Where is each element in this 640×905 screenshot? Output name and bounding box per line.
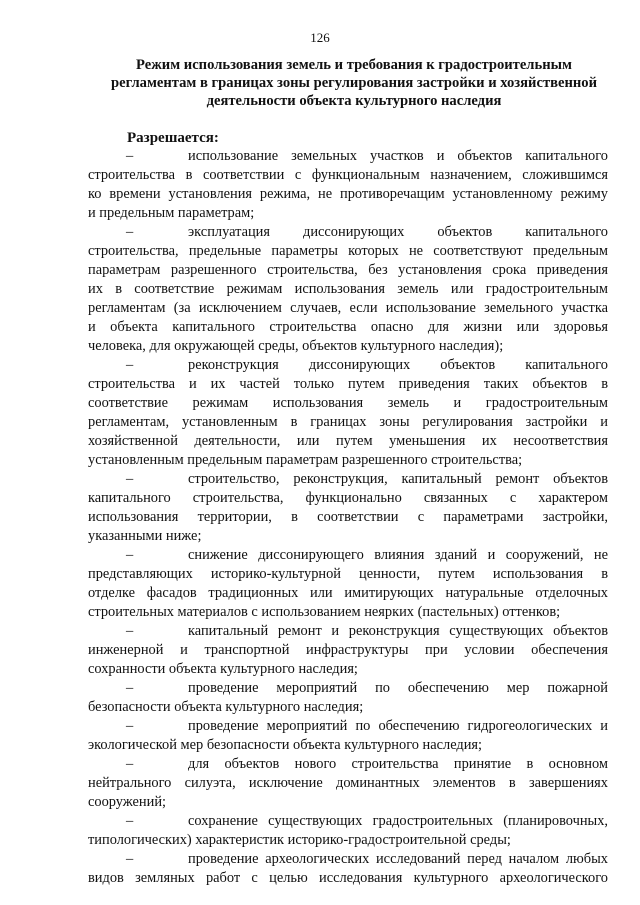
list-item-text: сохранности объекта культурного наследия; [88, 661, 358, 677]
list-item-text: реконструкция диссонирующих объектов капитального [188, 357, 608, 373]
list-item-text: экологической мер безопасности объекта культурного наследия; [88, 737, 483, 753]
list-item-line [88, 603, 608, 622]
list-item-text: и объекта капитального строительства опасно для жизни или здоровья [88, 319, 608, 335]
section-heading-allowed: Разрешается: [127, 130, 219, 146]
list-item [88, 679, 608, 717]
list-item-text: представляющих историко-культурной ценности, путем использования в [88, 566, 608, 582]
list-item-line [88, 375, 608, 394]
list-item-line [88, 280, 608, 299]
list-item [88, 223, 608, 356]
list-item-text: и предельным параметрам; [88, 205, 255, 221]
list-item-text: снижение диссонирующего влияния зданий и сооружений, не [188, 547, 608, 563]
list-item-line [88, 166, 608, 185]
list-item-text: проведение мероприятий по обеспечению мер пожарной [188, 680, 608, 696]
title-line: Режим использования земель и требования к градостроительным [136, 57, 572, 73]
list-item-line [88, 622, 608, 641]
list-item-text: использования территории, в соответствии с параметрами застройки, [88, 509, 608, 525]
title-line: регламентам в границах зоны регулирования застройки и хозяйственной [111, 75, 597, 91]
list-item-text: безопасности объекта культурного наследия; [88, 699, 364, 715]
list-item-line [88, 679, 608, 698]
list-item-text: нейтрального силуэта, исключение доминантных элементов в завершениях [88, 775, 608, 791]
list-item-line [88, 261, 608, 280]
page-number: 126 [310, 30, 330, 45]
list-item-line [88, 812, 608, 831]
list-item-text: капитальный ремонт и реконструкция существующих объектов [188, 623, 608, 639]
list-item-text: их в соответствие режимам использования земель или градостроительным [88, 281, 608, 297]
list-item-line [88, 299, 608, 318]
list-item [88, 717, 608, 755]
list-item-line [88, 546, 608, 565]
list-item [88, 356, 608, 470]
list-bullet-dash: – [126, 851, 134, 867]
list-item-text: соответствие режимам использования земель и градостроительным [88, 395, 608, 411]
list-item-text: отделке фасадов традиционных или имитирующих натуральные отделочных [88, 585, 608, 601]
list-item-line [88, 717, 608, 736]
list-item-line [88, 850, 608, 869]
list-bullet-dash: – [126, 623, 134, 639]
list-item-line [88, 413, 608, 432]
list-item-line [88, 356, 608, 375]
list-bullet-dash: – [126, 756, 134, 772]
list-item-text: видов земляных работ с целью исследования культурного археологического [88, 870, 608, 886]
list-item-text: параметрам разрешенного строительства, без установления срока приведения [88, 262, 608, 278]
list-item-line [88, 660, 608, 679]
list-item-line [88, 204, 608, 223]
list-item-text: инженерной и транспортной инфраструктуры при условии обеспечения [88, 642, 608, 658]
list-item-line [88, 432, 608, 451]
list-item-line [88, 793, 608, 812]
list-item-line [88, 223, 608, 242]
list-item-text: проведение мероприятий по обеспечению гидрогеологических и [188, 718, 608, 734]
list-item-text: типологических) характеристик историко-градостроительной среды; [88, 832, 511, 848]
list-item-text: человека, для окружающей среды, объектов культурного наследия); [88, 338, 504, 354]
list-item-line [88, 641, 608, 660]
list-bullet-dash: – [126, 813, 134, 829]
list-item-line [88, 185, 608, 204]
list-item-line [88, 508, 608, 527]
list-item-line [88, 698, 608, 717]
list-item-line [88, 451, 608, 470]
list-item [88, 546, 608, 622]
list-item-text: сооружений; [88, 794, 167, 810]
list-item-line [88, 736, 608, 755]
list-item-line [88, 755, 608, 774]
list-item-text: сохранение существующих градостроительных (планировочных, [188, 813, 608, 829]
list-item-text: строительства и их частей только путем приведения таких объектов в [88, 376, 608, 392]
list-item-text: хозяйственной деятельности, или путем уменьшения их несоответствия [88, 433, 608, 449]
list-item-text: использование земельных участков и объектов капитального [188, 148, 608, 164]
list-item-line [88, 470, 608, 489]
allowed-items-list [88, 147, 608, 888]
list-bullet-dash: – [126, 357, 134, 373]
list-item-text: строительства в соответствии с функциональным назначением, сложившимся [88, 167, 608, 183]
list-bullet-dash: – [126, 718, 134, 734]
list-item-line [88, 318, 608, 337]
list-bullet-dash: – [126, 148, 134, 164]
list-item-line [88, 147, 608, 166]
list-bullet-dash: – [126, 471, 134, 487]
list-item-line [88, 242, 608, 261]
list-item-line [88, 337, 608, 356]
list-item-line [88, 394, 608, 413]
list-item-text: регламентам (за исключением случаев, если использование земельного участка [88, 300, 608, 316]
list-item-text: строительства, предельные параметры которых не соответствуют предельным [88, 243, 608, 259]
list-item-line [88, 869, 608, 888]
list-item-line [88, 774, 608, 793]
list-item-text: строительных материалов с использованием неярких (пастельных) оттенков; [88, 604, 561, 620]
list-item-text: для объектов нового строительства принятие в основном [188, 756, 608, 772]
list-bullet-dash: – [126, 224, 134, 240]
list-item-line [88, 489, 608, 508]
list-item-text: эксплуатация диссонирующих объектов капитального [188, 224, 608, 240]
list-item [88, 755, 608, 812]
list-item-line [88, 565, 608, 584]
list-item-text: ко времени установления режима, не противоречащим установленному режиму [88, 186, 608, 202]
list-bullet-dash: – [126, 547, 134, 563]
list-item-text: капитального строительства, функционально связанных с характером [88, 490, 608, 506]
list-item [88, 812, 608, 850]
list-item-text: установленным предельным параметрам разрешенного строительства; [88, 452, 523, 468]
list-item [88, 147, 608, 223]
list-bullet-dash: – [126, 680, 134, 696]
list-item-text: проведение археологических исследований перед началом любых [188, 851, 608, 867]
list-item-text: строительство, реконструкция, капитальный ремонт объектов [188, 471, 608, 487]
list-item-text: регламентам, установленным в границах зоны регулирования застройки и [88, 414, 608, 430]
list-item [88, 622, 608, 679]
list-item-line [88, 527, 608, 546]
list-item [88, 850, 608, 888]
list-item [88, 470, 608, 546]
list-item-text: указанными ниже; [88, 528, 202, 544]
title-line: деятельности объекта культурного наследия [206, 93, 502, 109]
list-item-line [88, 584, 608, 603]
document-title [96, 56, 612, 110]
list-item-line [88, 831, 608, 850]
